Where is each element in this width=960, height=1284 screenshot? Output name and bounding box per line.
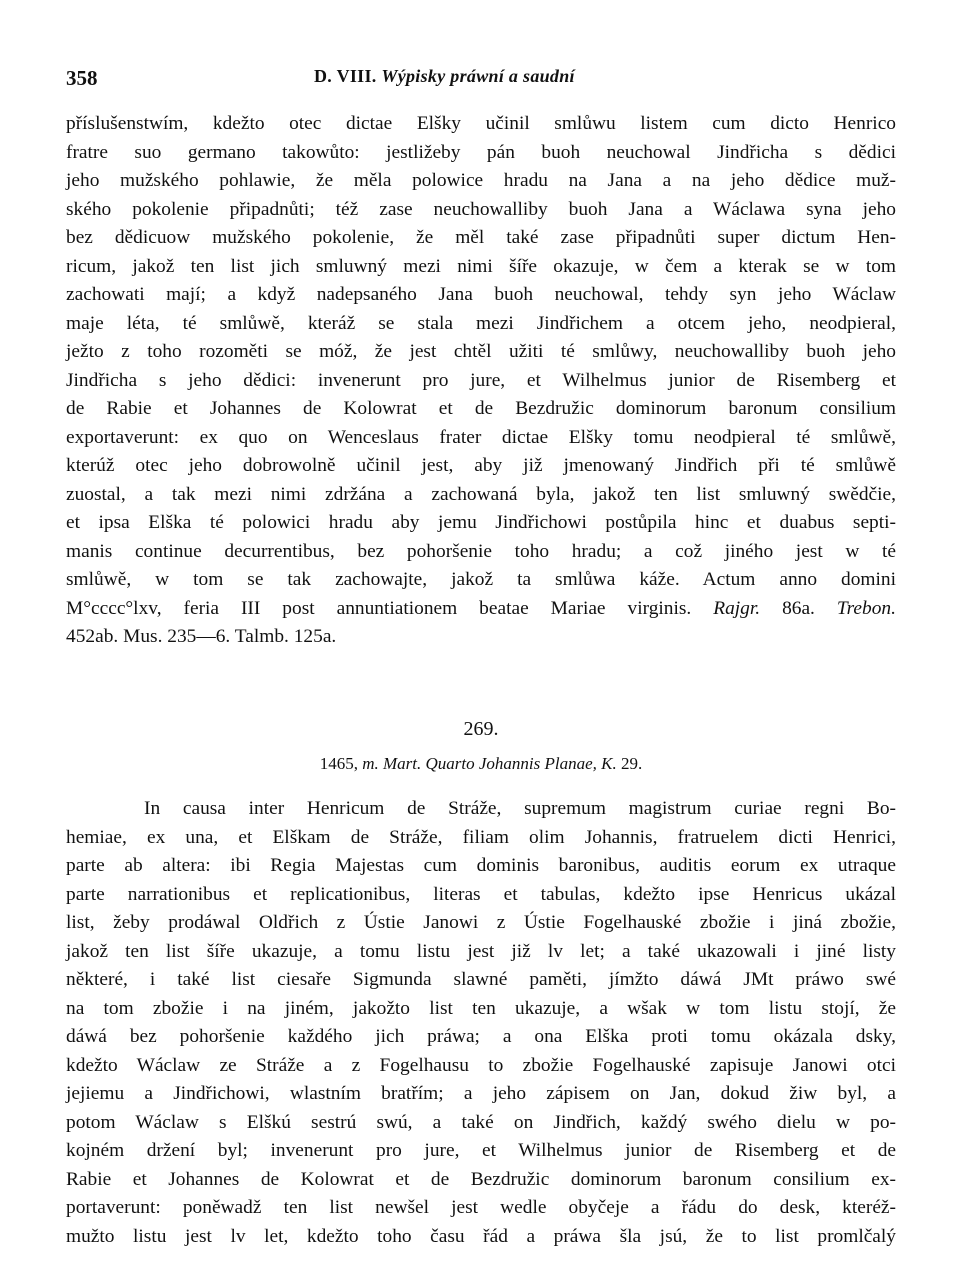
text-line: smlůwě, w tom se tak zachowajte, jakož ta smlůwa káže. Actum anno domini: [66, 569, 896, 590]
text-line: et ipsa Elška té polowici hradu aby jemu Jindřichowi postůpila hinc et duabus septi-: [66, 512, 896, 533]
entry-date-text: m. Mart. Quarto Johannis Planae, K.: [362, 754, 617, 773]
text-line: dáwá bez pohoršenie každého jich práwa; a ona Elška proti tomu okázala dsky,: [66, 1026, 896, 1047]
text-line: kterúž otec jeho dobrowolně učinil jest, aby již jmenowaný Jindřich při té smlůwě: [66, 455, 896, 476]
page-number: 358: [66, 66, 98, 90]
text-line: na tom zbožie i na jiném, jakožto list ten ukazuje, a wšak w tom listu stojí, že: [66, 997, 896, 1019]
text-line: In causa inter Henricum de Stráže, supremum magistrum curiae regni Bo-: [144, 798, 896, 819]
entry-date: [66, 754, 896, 774]
text-line: zachowati mají; a když nadepsaného Jana buoh neuchowal, tehdy syn jeho Wáclaw: [66, 284, 896, 305]
page-header: [66, 60, 896, 94]
text-line: jeho mužského pohlawie, že měla polowice hradu na Jana a na jeho dědice muž-: [66, 170, 896, 191]
text-line: některé, i také list ciesaře Sigmunda slawné paměti, jímžto dáwá JMt práwo swé: [66, 969, 896, 990]
citation-rajgr-value: 86a.: [782, 597, 815, 619]
section-label: D. VIII.: [314, 66, 377, 86]
text-line: kojném držení byl; invenerunt pro jure, et Wilhelmus junior de Risemberg et de: [66, 1140, 896, 1161]
text-line: fratre suo germano takowůto: jestližeby pán buoh neuchowal Jindřicha s dědici: [66, 141, 896, 163]
text-line: kdežto Wáclaw ze Stráže a z Fogelhausu to zbožie Fogelhauské zapisuje Janowi otci: [66, 1054, 896, 1076]
entry-number: 269.: [463, 718, 499, 740]
text-line: ského pokolenie připadnůti; též zase neuchowalliby buoh Jana a Wáclawa syna jeho: [66, 198, 896, 220]
text-line: bez dědicuow mužského pokolenie, že měl také zase připadnůti super dictum Hen-: [66, 227, 896, 248]
text-line: ricum, jakož ten list jich smluwný mezi nimi šíře okazuje, w čem a kterak se w tom: [66, 255, 896, 277]
text-segment: M°cccc°lxv, feria III post annuntiationem beatae Mariae virginis.: [66, 597, 692, 619]
text-line: mužto listu jest lv let, kdežto toho času řád a práwa šla jsú, že to list promlčalý: [66, 1225, 896, 1247]
text-line: jakož ten list šíře ukazuje, a tomu listu jest již lv let; a také ukazowali i jiné listy: [66, 940, 896, 962]
paragraph-1: [66, 110, 896, 652]
text-line: ježto z toho rozoměti se móž, že jest chtěl užiti té smlůwy, neuchowalliby buoh jeho: [66, 341, 896, 362]
text-line: manis continue decurrentibus, bez pohoršenie toho hradu; a což jiného jest w té: [66, 540, 896, 562]
text-line: parte ab altera: ibi Regia Majestas cum dominis baronibus, auditis eorum ex utraque: [66, 855, 896, 876]
entry-year: 1465,: [319, 754, 358, 773]
text-line: Jindřicha s jeho dědici: invenerunt pro jure, et Wilhelmus junior de Risemberg et: [66, 369, 896, 391]
citation-trebon: Trebon.: [836, 597, 896, 619]
text-line: potom Wáclaw s Elškú sestrú swú, a také on Jindřich, každý swého dielu w po-: [66, 1111, 896, 1133]
text-line: de Rabie et Johannes de Kolowrat et de Bezdružic dominorum baronum consilium: [66, 398, 896, 419]
entry-day: 29.: [621, 754, 643, 773]
text-line: portaverunt: poněwadž ten list newšel jest wedle obyčeje a řádu do desk, kteréž-: [66, 1197, 896, 1218]
text-line: parte narrationibus et replicationibus, literas et tabulas, kdežto ipse Henricus ukázal: [66, 883, 896, 905]
text-line: Rabie et Johannes de Kolowrat et de Bezdružic dominorum baronum consilium ex-: [66, 1168, 896, 1190]
citation-line: [66, 595, 896, 624]
running-title: Wýpisky práwní a saudní: [381, 66, 575, 86]
running-head: [314, 66, 575, 87]
paragraph-2: [66, 795, 896, 1251]
text-line: příslušenstwím, kdežto otec dictae Elšky učinil smlůwu listem cum dicto Henrico: [66, 113, 896, 134]
text-line: 452ab. Mus. 235—6. Talmb. 125a.: [66, 626, 337, 647]
text-line: jejiemu a Jindřichowi, wlastním bratřím; a jeho zápisem on Jan, dokud žiw byl, a: [66, 1083, 896, 1104]
text-line: list, žeby prodáwal Oldřich z Ústie Janowi z Ústie Fogelhauské zbožie i jiná zbožie,: [66, 912, 896, 933]
text-line: maje léta, té smlůwě, kteráž se stala mezi Jindřichem a otcem jeho, neodpieral,: [66, 312, 896, 334]
citation-rajgr: Rajgr.: [713, 597, 761, 619]
text-line: zuostal, a tak mezi nimi zdržána a zachowaná byla, jakož ten list smluwný swědčie,: [66, 483, 896, 505]
text-line: exportaverunt: ex quo on Wenceslaus frater dictae Elšky tomu neodpieral té smlůwě,: [66, 426, 896, 448]
text-line: hemiae, ex una, et Elškam de Stráže, filiam olim Johannis, fratruelem dicti Henrici,: [66, 826, 896, 848]
document-page: [66, 60, 896, 1247]
